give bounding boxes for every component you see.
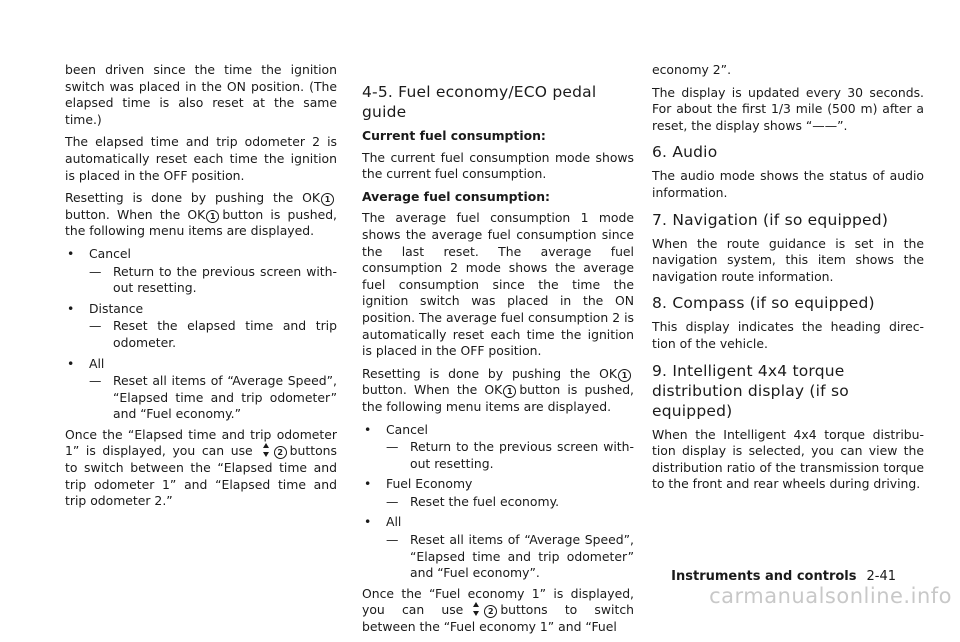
list-subitem: — Reset all items of “Average Speed”, “Elapsed time and trip odometer” and “Fuel economy.” [89,373,337,423]
text-run: Resetting is done by pushing the OK [65,190,320,206]
paragraph [65,427,337,510]
list-subitem: — Reset all items of “Average Speed”, “Elapsed time and trip odometer” and “Fuel economy”. [386,532,634,582]
label-average-fuel: Average fuel consumption: [362,188,550,204]
column-right [652,62,924,499]
list-subitem: — Return to the previous screen with- out resetting. [89,264,337,297]
text-run: button. When the OK [362,382,503,398]
paragraph: The display is updated every 30 seconds. For about the first 1/3 mile (500 m) after a reset, the display shows “——”. [652,84,924,133]
paragraph [65,190,337,240]
ok-button-icon: 1 [321,193,334,206]
paragraph: The average fuel consumption 1 mode shows the average fuel consumption since the last reset. The average fuel consumption 2 mode shows the average fuel consumption since the time the ignition switch was placed in the ON position. The average fuel consumption 2 is automatically reset each time the ignition is placed in the OFF position. [362,210,634,359]
text-run: Once the “Fuel economy 1” is displayed, you can use [362,585,634,618]
paragraph: This display indicates the heading direc- tion of the vehicle. [652,319,924,351]
text-run: Once the “Elapsed time and trip odometer 1” is displayed, you can use [65,426,337,459]
list-item: • Cancel [362,422,634,439]
section-heading-navigation: 7. Navigation (if so equipped) [652,210,889,229]
arrow-button-icon: 2 [274,446,287,459]
paragraph: The audio mode shows the status of audio information. [652,168,924,200]
paragraph: When the route guidance is set in the navigation system, this item shows the navigation route information. [652,235,924,284]
label-current-fuel: Current fuel consumption: [362,128,546,143]
page-number: 2-41 [866,569,896,584]
up-down-arrow-icon [471,602,481,616]
paragraph [362,366,634,416]
footer-section-title: Instruments and controls [671,569,857,584]
list-item: • Fuel Economy [362,476,634,493]
text-run: button is pushed, the following menu items are displayed. [362,382,634,414]
text-run: Resetting is done by pushing the OK [362,365,617,381]
text-run: buttons to switch between the “Elapsed time and trip odometer 1” and “Elapsed time and trip odometer 2.” [65,443,337,509]
list-subitem: — Reset the fuel economy. [386,494,634,511]
ok-button-icon: 1 [206,210,219,223]
paragraph: economy 2”. [652,62,732,77]
section-heading-compass: 8. Compass (if so equipped) [652,294,875,313]
paragraph: The elapsed time and trip odometer 2 is automatically reset each time the ignition is placed in the OFF position. [65,134,337,183]
list-subitem: — Return to the previous screen with- out resetting. [386,439,634,472]
column-middle [362,62,634,642]
arrow-button-icon: 2 [484,605,497,618]
up-down-arrow-icon [261,443,271,457]
list-subitem: — Reset the elapsed time and trip odometer. [89,318,337,351]
ok-button-icon: 1 [503,385,516,398]
paragraph: The current fuel consumption mode shows the current fuel consumption. [362,149,634,182]
list-item: • All [65,356,337,373]
column-left [65,62,337,516]
section-heading-4x4: 9. Intelligent 4x4 torque distribution display (if so equipped) [652,361,849,420]
page-footer [671,569,896,584]
text-run: button. When the OK [65,206,206,222]
text-run: button is pushed, the following menu items are displayed. [65,206,337,239]
text-run: buttons to switch between the “Fuel economy 1” and “Fuel [362,602,634,635]
list-item: • Cancel [65,246,337,263]
section-heading: 4-5. Fuel economy/ECO pedal guide [362,83,597,121]
watermark: carmanualsonline.info [709,584,952,608]
paragraph: When the Intelligent 4x4 torque distribu- tion display is selected, you can view the distribution ratio of the transmission torque to the front and rear wheels during driving. [652,426,924,492]
ok-button-icon: 1 [618,369,631,382]
list-item: • All [362,514,634,531]
list-item: • Distance [65,301,337,318]
section-heading-audio: 6. Audio [652,143,718,162]
paragraph: been driven since the time the ignition switch was placed in the ON position. (The elapsed time is also reset at the same time.) [65,62,337,127]
